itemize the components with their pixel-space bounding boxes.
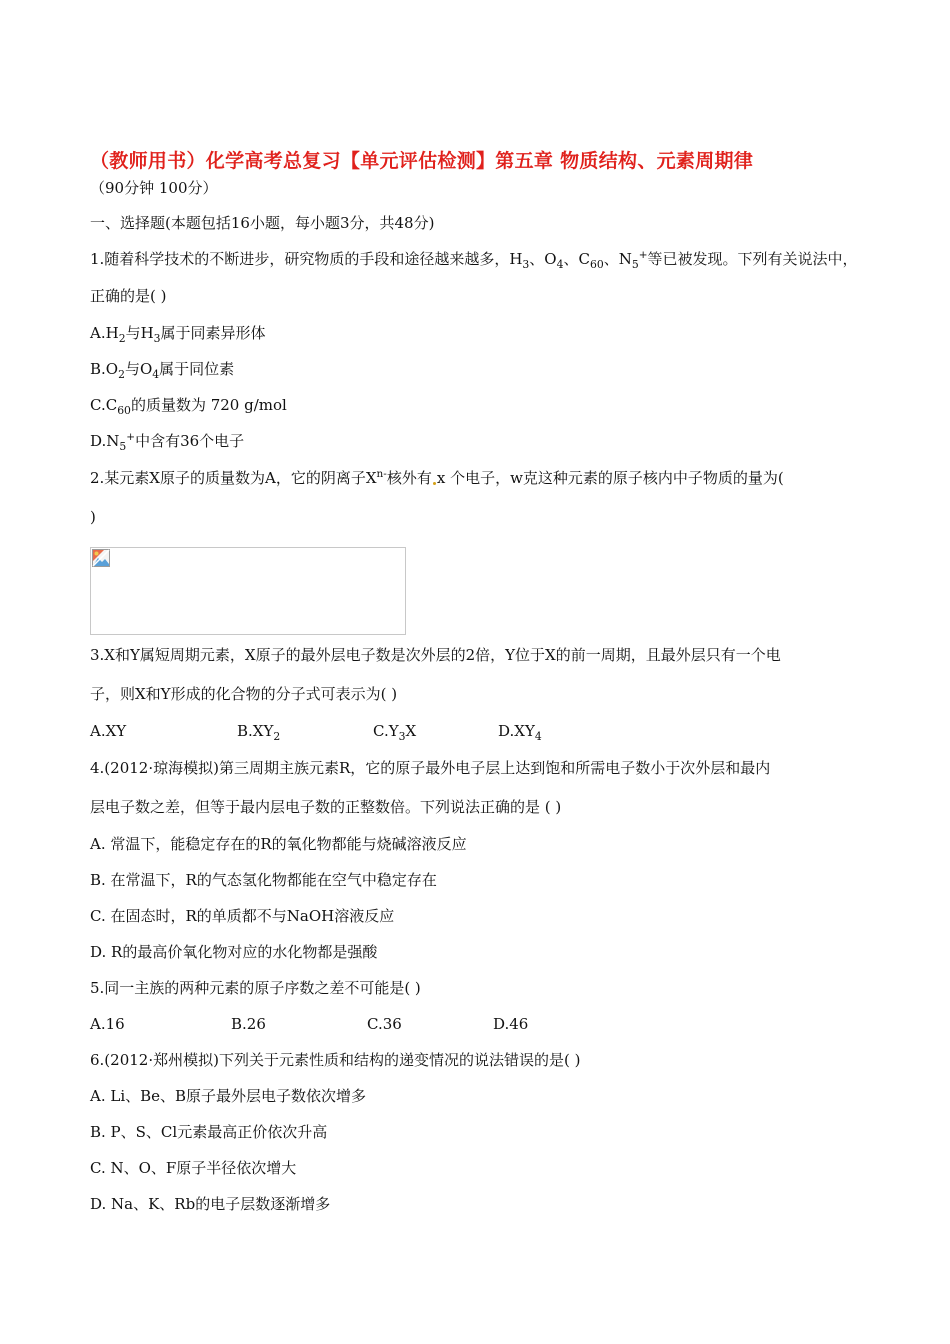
q6-option-a: A. Li、Be、B原子最外层电子数依次增多	[90, 1087, 367, 1105]
q3-option-d: $D.XY_4$	[498, 722, 542, 743]
q4-option-b: B. 在常温下，R的气态氢化物都能在空气中稳定存在	[90, 871, 437, 889]
q1-stem: 1.随着科学技术的不断进步，研究物质的手段和途径越来越多，$H_3$、$O_4$、$C_{60}$、$N_5^+$等已被发现。下列有关说法中，	[90, 249, 858, 271]
q1-option-d: $D.N_5^+$中含有36个电子	[90, 431, 245, 453]
q6-option-b: B. P、S、Cl元素最高正价依次升高	[90, 1123, 328, 1141]
q5-stem: 5.同一主族的两种元素的原子序数之差不可能是( )	[90, 979, 421, 997]
broken-image-icon	[92, 549, 110, 567]
marker-dot-icon	[433, 482, 436, 485]
q4-stem-line2: 层电子数之差，但等于最内层电子数的正整数倍。下列说法正确的是 ( )	[90, 798, 562, 816]
q3-option-c: $C.Y_3X$	[373, 722, 417, 743]
q5-options	[90, 1014, 528, 1034]
q3-option-b: $B.XY_2$	[237, 722, 281, 743]
q1-option-b: $B.O_2$与$O_4$属于同位素	[90, 360, 235, 381]
q6-stem: 6.(2012·郑州模拟)下列关于元素性质和结构的递变情况的说法错误的是( )	[90, 1051, 581, 1069]
q3-stem-line2: 子，则X和Y形成的化合物的分子式可表示为( )	[90, 685, 398, 703]
q6-option-d: D. Na、K、Rb的电子层数逐渐增多	[90, 1195, 331, 1213]
q6-option-c: C. N、O、F原子半径依次增大	[90, 1159, 297, 1177]
q1-option-a: $A.H_2$与$H_3$属于同素异形体	[90, 324, 266, 345]
q2-stem-line2: )	[90, 508, 96, 526]
q5-option-d: D.46	[493, 1015, 529, 1033]
q4-option-c: C. 在固态时，R的单质都不与NaOH溶液反应	[90, 907, 395, 925]
q1-option-c: $C.C_{60}$的质量数为 720 g/mol	[90, 396, 287, 417]
q4-option-d: D. R的最高价氧化物对应的水化物都是强酸	[90, 943, 378, 961]
q5-option-b: B.26	[231, 1015, 266, 1033]
q3-option-a: A.XY	[90, 722, 127, 740]
section-heading: 一、选择题(本题包括16小题，每小题3分，共48分)	[90, 214, 435, 232]
q3-stem: 3.X和Y属短周期元素，X原子的最外层电子数是次外层的2倍，Y位于X的前一周期，且最外层只有一个电	[90, 646, 781, 664]
q5-option-c: C.36	[367, 1015, 402, 1033]
q2-stem: 2.某元素X原子的质量数为A，它的阴离子$X^{n-}$核外有 x 个电子，w克这种元素的原子核内中子物质的量为(	[90, 468, 784, 487]
q3-options	[90, 721, 542, 741]
q5-option-a: A.16	[90, 1015, 125, 1033]
q4-option-a: A. 常温下，能稳定存在的R的氧化物都能与烧碱溶液反应	[90, 835, 467, 853]
q1-stem-line2: 正确的是( )	[90, 287, 167, 305]
q4-stem: 4.(2012·琼海模拟)第三周期主族元素R，它的原子最外电子层上达到饱和所需电子数小于次外层和最内	[90, 759, 771, 777]
time-score: （90分钟 100分）	[90, 179, 218, 197]
document-title: （教师用书）化学高考总复习【单元评估检测】第五章 物质结构、元素周期律	[90, 150, 754, 172]
broken-image-placeholder	[90, 547, 406, 635]
